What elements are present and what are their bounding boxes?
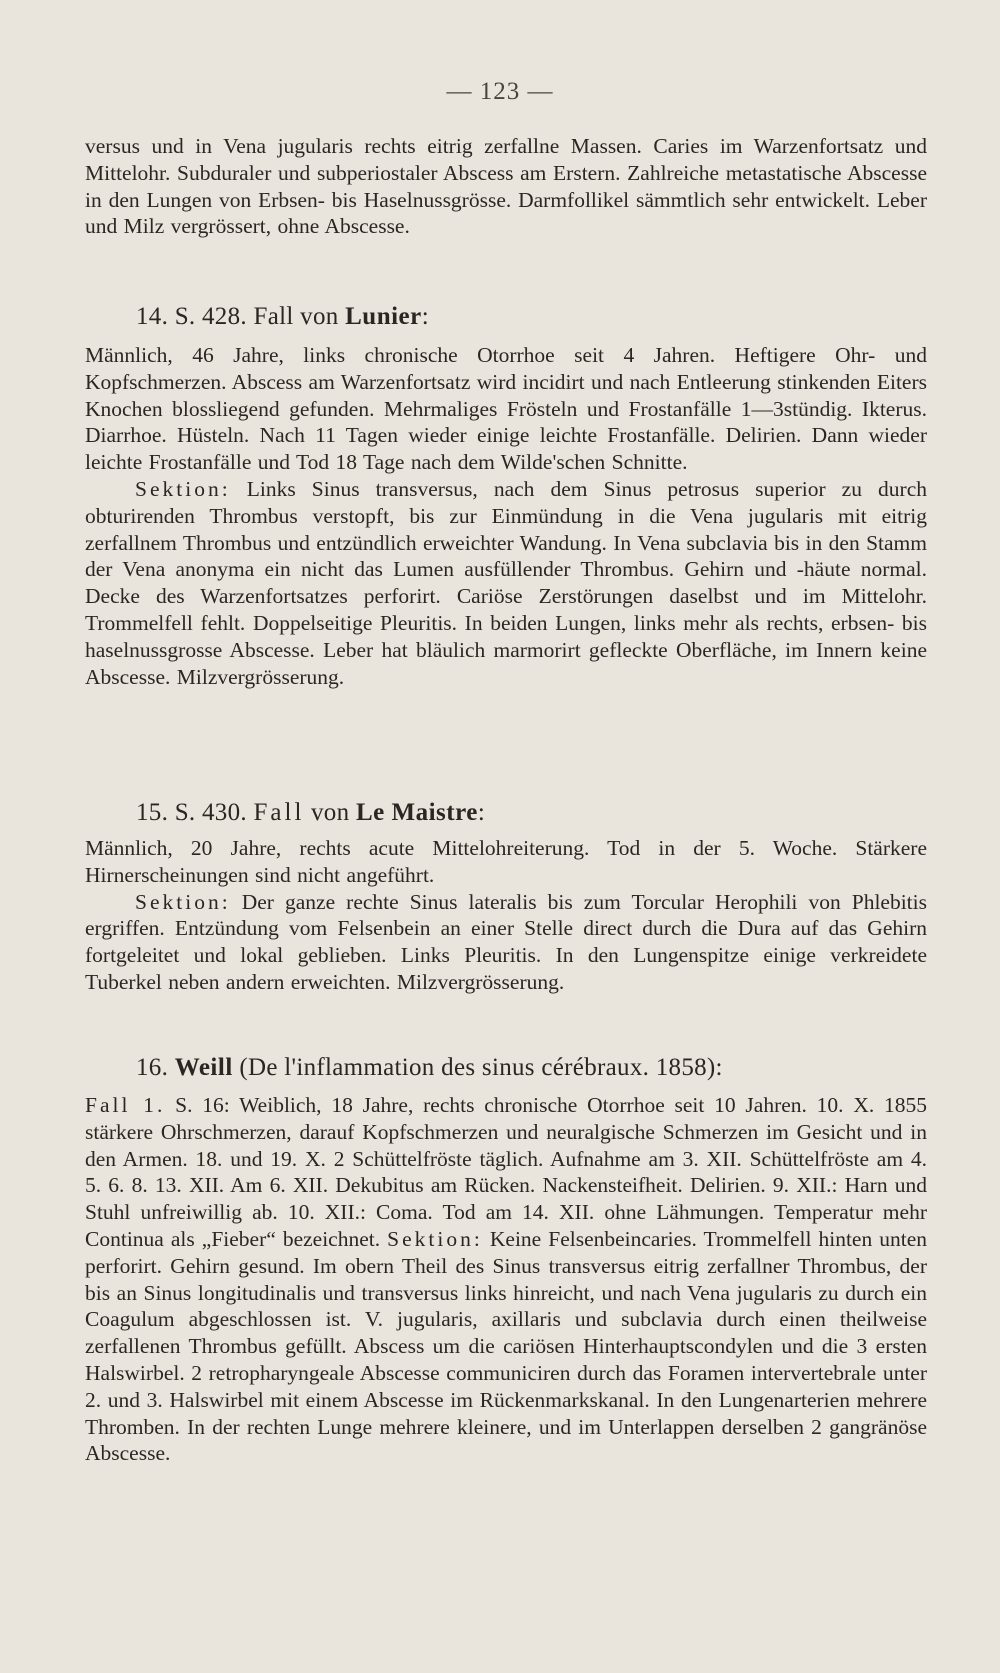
- case-16-name: Weill: [174, 1054, 233, 1081]
- case-16-paragraph: [85, 1092, 927, 1467]
- case-15-heading-mid: von: [311, 799, 350, 826]
- case-16-body: [85, 1092, 927, 1467]
- case-15-heading-prefix: 15. S. 430.: [136, 799, 247, 826]
- case-14-text: Männlich, 46 Jahre, links chronische Otorrhoe seit 4 Jahren. Heftigere Ohr- und Kopfschmerzen. Abscess am Warzenfortsatz wird incidirt und nach Entleerung stinkenden Eiters Knochen blossliegend gefunden. Mehrmaliges Frösteln und Frostanfälle 1—3stündig. Ikterus. Diarrhoe. Hüsteln. Nach 11 Tagen wieder einige leichte Frostanfälle. Delirien. Dann wieder leichte Frostanfälle und Tod 18 Tage nach dem Wilde'schen Schnitte.: [85, 343, 927, 475]
- case-15-heading: [136, 798, 485, 828]
- case-14-heading: [136, 302, 429, 332]
- case-15-heading-suffix: :: [477, 799, 486, 826]
- case-14-sektion-text: Links Sinus transversus, nach dem Sinus petrosus superior zu durch obturirenden Thrombus verstopft, bis zur Einmündung in die Vena jugularis mit eitrig zerfallnem Thrombus und entzündlich erweichter Wandung. In Vena subclavia bis in den Stamm der Vena anonyma ein nicht das Lumen ausfüllender Thrombus. Gehirn und -häute normal. Decke des Warzenfortsatzes perforirt. Cariöse Zerstörungen daselbst und im Mittelohr. Trommelfell fehlt. Doppelseitige Pleuritis. In beiden Lungen, links mehr als rechts, erbsen- bis haselnussgrosse Abscesse. Leber hat bläulich marmorirt gefleckte Oberfläche, im Innern keine Abscesse. Milzvergrösserung.: [85, 476, 928, 689]
- case-14-sektion-paragraph: [85, 476, 927, 690]
- case-14-sektion-label: Sektion:: [135, 476, 231, 501]
- case-14-heading-suffix: :: [421, 303, 429, 330]
- case-16-heading: [136, 1053, 723, 1083]
- case-15-name: Le Maistre: [355, 799, 478, 826]
- page-number: — 123 —: [446, 78, 554, 105]
- case-14-name: Lunier: [345, 303, 422, 330]
- case-15-sektion-text: Der ganze rechte Sinus lateralis bis zum Torcular Herophili von Phlebitis ergriffen. Entzündung vom Felsenbein an einer Stelle direct durch die Dura auf das Gehirn fortgeleitet und lokal geblieben. Links Pleuritis. In den Lungenspitze einige verkreidete Tuberkel neben andern erweichten. Milzvergrösserung.: [85, 889, 927, 994]
- case-16-sektion-label: Sektion:: [387, 1226, 483, 1251]
- case-16-title: (De l'inflammation des sinus cérébraux. 1858):: [239, 1054, 723, 1081]
- intro-paragraph: versus und in Vena jugularis rechts eitrig zerfallne Massen. Caries im Warzenfortsatz und Mittelohr. Subduraler und subperiostaler Abscess am Erstern. Zahlreiche metastatische Abscesse in den Lungen von Erbsen- bis Haselnussgrösse. Darmfollikel sämmtlich sehr entwickelt. Leber und Milz vergrössert, ohne Abscesse.: [85, 134, 927, 239]
- case-15-sektion-label: Sektion:: [135, 889, 231, 914]
- case-15-fall: Fall: [253, 799, 305, 826]
- intro-paragraph-block: [85, 133, 927, 240]
- case-14-heading-prefix: 14. S. 428. Fall von: [136, 303, 339, 330]
- case-15-body: [85, 835, 927, 996]
- case-16-fall-label: Fall 1.: [85, 1093, 166, 1117]
- case-16-text-b: Keine Felsenbeincaries. Trommelfell hinten unten perforirt. Gehirn gesund. Im obern Theil des Sinus transversus eitrig zerfallner Thrombus, der bis an Sinus longitudinalis und transversus links hinreicht, und nach Vena jugularis zu durch ein Coagulum abgeschlossen ist. V. jugularis, axillaris und subclavia durch einen theilweise zerfallenen Thrombus gefüllt. Abscess um die cariösen Hinterhauptscondylen und die 3 ersten Halswirbel. 2 retropharyngeale Abscesse communiciren durch das Foramen intervertebrale unter 2. und 3. Halswirbel mit einem Abscesse im Rückenmarkskanal. In den Lungenarterien mehrere Thromben. In der rechten Lunge mehrere kleinere, und im Unterlappen derselben 2 gangränöse Abscesse.: [85, 1226, 928, 1466]
- case-15-sektion-paragraph: [85, 889, 927, 996]
- case-16-number: 16.: [136, 1054, 169, 1081]
- case-15-text: Männlich, 20 Jahre, rechts acute Mittelohreiterung. Tod in der 5. Woche. Stärkere Hirnerscheinungen sind nicht angeführt.: [85, 836, 927, 887]
- case-16-text-a: S. 16: Weiblich, 18 Jahre, rechts chronische Otorrhoe seit 10 Jahren. 10. X. 1855 stärkere Ohrschmerzen, darauf Kopfschmerzen und neuralgische Schmerzen im Gesicht und in den Armen. 18. und 19. X. 2 Schüttelfröste täglich. Aufnahme am 3. XII. Schüttelfröste am 4. 5. 6. 8. 13. XII. Am 6. XII. Dekubitus am Rücken. Nackensteifheit. Delirien. 9. XII.: Harn und Stuhl unfreiwillig ab. 10. XII.: Coma. Tod am 14. XII. ohne Lähmungen. Temperatur mehr Continua als „Fieber“ bezeichnet.: [85, 1093, 928, 1251]
- case-14-body: [85, 342, 927, 690]
